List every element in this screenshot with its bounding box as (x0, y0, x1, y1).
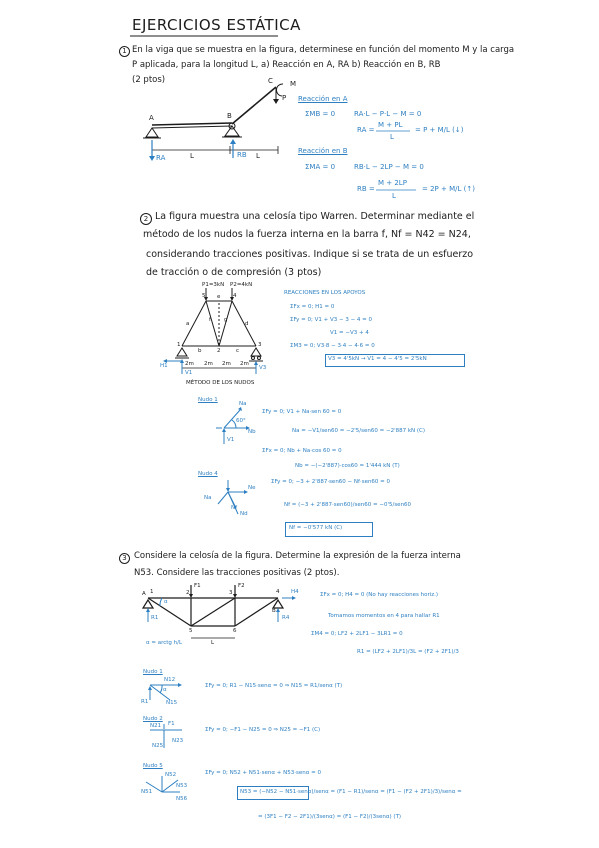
ex3-label-L: L (211, 640, 215, 646)
ex3-label-H4: H4 (291, 589, 299, 595)
ex2-nudo4-label-Nd: Nd (240, 511, 248, 517)
ex1-label-L1: L (190, 152, 194, 160)
ex1-number: 1 (119, 46, 130, 57)
ex1-label-RB: RB (237, 151, 247, 159)
ex3-nudo5-result-box (237, 786, 309, 800)
ex3-nudo5-label-N51: N51 (141, 789, 153, 795)
ex2-node-1: 1 (177, 342, 181, 348)
ex3-label-A: A (142, 591, 146, 597)
ex3-nudo5-label-N56: N56 (176, 796, 188, 802)
ex2-node-4: 4 (233, 293, 237, 299)
ex3-nudo1-label-N15: N15 (166, 700, 178, 706)
ex3-label-alpha: α (164, 599, 168, 605)
ex3-label-F2: F2 (238, 583, 245, 589)
ex1-label-A: A (149, 114, 154, 122)
ex2-nudo4-label-Nf: Nf (231, 505, 238, 511)
ex3-nudo2-label-N21: N21 (150, 723, 162, 729)
ex3-node-6: 6 (233, 628, 237, 634)
ex2-label-d: d (245, 321, 249, 327)
ex3-nudo1-heading: Nudo 1 (143, 669, 163, 675)
ex2-nudo1-label-Na: Na (239, 401, 247, 407)
ex2-label-v3: V3 (259, 365, 267, 371)
ex1-label-P: P (282, 94, 287, 102)
ex2-statement-1: La figura muestra una celosía tipo Warren. Determinar mediante el (155, 211, 475, 222)
ex2-label-p1: P1=3kN (202, 282, 225, 288)
ex3-label-R4: R4 (282, 615, 290, 621)
ex2-nudo1-label-60: 60° (236, 418, 246, 424)
ex1-statement-3: (2 ptos) (132, 75, 166, 85)
ex2-reac-5: V3 = 4'5kN → V1 = 4 − 4'5 = 2'5kN (328, 356, 427, 362)
ex2-label-v1: V1 (185, 370, 193, 376)
ex2-reac-1: ΣFx = 0; H1 = 0 (290, 304, 335, 310)
ex2-dim-1: 2m (185, 361, 194, 367)
ex2-dim-4: 2m (240, 361, 249, 367)
ex2-reac-3: V1 = −V3 + 4 (330, 330, 369, 336)
ex2-label-g: g (224, 317, 228, 323)
ex3-nudo1-label-alpha: α (163, 687, 167, 693)
ex3-statement-2: N53. Considere las tracciones positivas (2 ptos). (134, 568, 340, 578)
ex1-label-B: B (227, 112, 232, 120)
ex2-reac-heading: REACCIONES EN LOS APOYOS (284, 290, 366, 296)
ex2-statement-4: de tracción o de compresión (3 ptos) (146, 267, 322, 278)
ex1-sol-b2: RB·L − 2LP − M = 0 (354, 163, 424, 171)
ex2-nudo4-label-Ne: Ne (248, 485, 256, 491)
ex2-statement-2: método de los nudos la fuerza interna en la barra f, Nf = N42 = N24, (143, 229, 471, 240)
ex3-nudo5-label-N52: N52 (165, 772, 177, 778)
page-title: EJERCICIOS ESTÁTICA (132, 16, 301, 34)
ex1-sol-a3: RA = (357, 126, 375, 134)
ex2-nudo4-eq1: ΣFy = 0; −3 + 2'887·sen60 − Nf·sen60 = 0 (271, 479, 391, 485)
ex1-sol-heading-b: Reacción en B (298, 147, 348, 155)
ex3-number: 3 (119, 553, 130, 564)
ex2-dim-2: 2m (204, 361, 213, 367)
ex2-reac-2: ΣFy = 0; V1 + V3 − 3 − 4 = 0 (290, 317, 373, 323)
ex3-nudo5-eq2: N53 = (−N52 − N51·senα)/senα = (F1 − R1)/senα = (F1 − (F2 + 2F1)/3)/senα = (240, 789, 462, 795)
ex3-label-B: B (272, 608, 276, 614)
ex3-sol-4: R1 = (LF2 + 2LF1)/3L = (F2 + 2F1)/3 (357, 649, 459, 655)
ex3-nudo1-label-R1: R1 (141, 699, 149, 705)
ex1-sol-b3-result: = 2P + M/L (↑) (422, 185, 475, 193)
ex2-number: 2 (140, 213, 152, 225)
ex2-node-2: 2 (217, 348, 221, 354)
ex2-dim-3: 2m (222, 361, 231, 367)
ex1-sol-heading-a: Reacción en A (298, 95, 348, 103)
ex3-node-5: 5 (189, 628, 193, 634)
ex1-sol-b3-num: M + 2LP (378, 179, 407, 187)
ex3-nudo2-label-N25: N25 (152, 743, 164, 749)
ex1-sol-a2: RA·L − P·L − M = 0 (354, 110, 422, 118)
ex3-node-4: 4 (276, 589, 280, 595)
ex3-nudo5-eq1: ΣFy = 0; N52 + N51·senα + N53·senα = 0 (205, 770, 321, 776)
ex3-label-R1: R1 (151, 615, 159, 621)
ex3-nudo2-label-N23: N23 (172, 738, 184, 744)
ex2-nudo1-eq3: ΣFx = 0; Nb + Na·cos 60 = 0 (262, 448, 342, 454)
ex3-sol-1: ΣFx = 0; H4 = 0 (No hay reacciones horiz.) (320, 592, 439, 598)
ex2-label-p2: P2=4kN (230, 282, 253, 288)
ex2-nudo4-eq3: Nf = −0'577 kN (C) (289, 525, 343, 531)
ex2-reac-4: ΣM3 = 0; V3·8 − 3·4 − 4·6 = 0 (290, 343, 375, 349)
ex1-sol-b1: ΣMA = 0 (305, 163, 336, 171)
ex3-nudo2-eq: ΣFy = 0; −F1 − N25 = 0 ⇒ N25 = −F1 (C) (205, 727, 321, 733)
ex2-nudo4-heading: Nudo 4 (198, 471, 218, 477)
ex3-nudo2-heading: Nudo 2 (143, 716, 163, 722)
ex1-sol-a1: ΣMB = 0 (305, 110, 336, 118)
ex3-label-F1: F1 (194, 583, 201, 589)
ex1-sol-a3-den: L (390, 133, 394, 141)
ex3-sol-3: ΣM4 = 0; LF2 + 2LF1 − 3LR1 = 0 (311, 631, 403, 637)
ex2-label-h1: H1 (160, 363, 168, 369)
ex3-sol-2: Tomamos momentos en 4 para hallar R1 (328, 613, 440, 619)
ex3-nudo5-heading: Nudo 5 (143, 763, 163, 769)
ex1-label-L2: L (256, 152, 260, 160)
ex2-nudo4-label-Na: Na (204, 495, 212, 501)
ex3-nudo1-eq: ΣFy = 0; R1 − N15·senα = 0 ⇒ N15 = R1/senα (T) (205, 683, 343, 689)
ex1-statement-1: En la viga que se muestra en la figura, determinese en función del momento M y la carga (132, 45, 515, 55)
ex1-sol-a3-num: M + PL (378, 121, 403, 129)
ex3-nudo2-label-F1: F1 (168, 721, 175, 727)
ex3-nudo5-label-N53: N53 (176, 783, 188, 789)
ex2-nudo1-eq2: Na = −V1/sen60 = −2'5/sen60 = −2'887 kN (C) (292, 428, 426, 434)
ex2-nudo1-eq1: ΣFy = 0; V1 + Na·sen 60 = 0 (262, 409, 342, 415)
ex2-nudo1-label-V1: V1 (227, 437, 235, 443)
ex2-label-b: b (198, 348, 202, 354)
ex1-sol-a3-result: = P + M/L (↓) (415, 126, 464, 134)
ex3-node-3: 3 (229, 590, 233, 596)
ex2-nudo1-label-Nb: Nb (248, 429, 256, 435)
ex3-node-2: 2 (186, 590, 190, 596)
ex3-node-1: 1 (150, 589, 154, 595)
ex3-nudo5-eq3: = (3F1 − F2 − 2F1)/(3senα) = (F1 − F2)/(3senα) (T) (258, 814, 402, 820)
ex2-label-f: f (209, 317, 211, 323)
ex2-nudo4-eq2: Nf = (−3 + 2'887·sen60)/sen60 = −0'5/sen60 (284, 502, 412, 508)
ex2-node-3: 3 (258, 342, 262, 348)
ex2-label-c: c (236, 348, 240, 354)
ex2-label-a: a (186, 321, 190, 327)
ex3-nudo1-label-N12: N12 (164, 677, 176, 683)
ex2-nudo1-heading: Nudo 1 (198, 397, 218, 403)
ex1-label-C: C (268, 77, 273, 85)
ex2-statement-3: considerando tracciones positivas. Indique si se trata de un esfuerzo (146, 249, 474, 260)
ex3-note-alpha: α = arctg h/L (146, 640, 183, 646)
ex2-caption-nudos: MÉTODO DE LOS NUDOS (186, 380, 255, 386)
ex3-statement-1: Considere la celosía de la figura. Determine la expresión de la fuerza interna (134, 551, 461, 561)
ex1-sol-b3-den: L (392, 192, 396, 200)
ex2-node-5: 5 (202, 293, 206, 299)
ex2-label-e: e (217, 294, 221, 300)
ex1-sol-b3: RB = (357, 185, 375, 193)
ex1-label-RA: RA (156, 154, 166, 162)
ex1-label-M: M (290, 80, 297, 88)
ex2-nudo1-eq4: Nb = −(−2'887)·cos60 = 1'444 kN (T) (295, 463, 400, 469)
ex1-statement-2: P aplicada, para la longitud L, a) Reacción en A, RA b) Reacción en B, RB (132, 60, 441, 70)
